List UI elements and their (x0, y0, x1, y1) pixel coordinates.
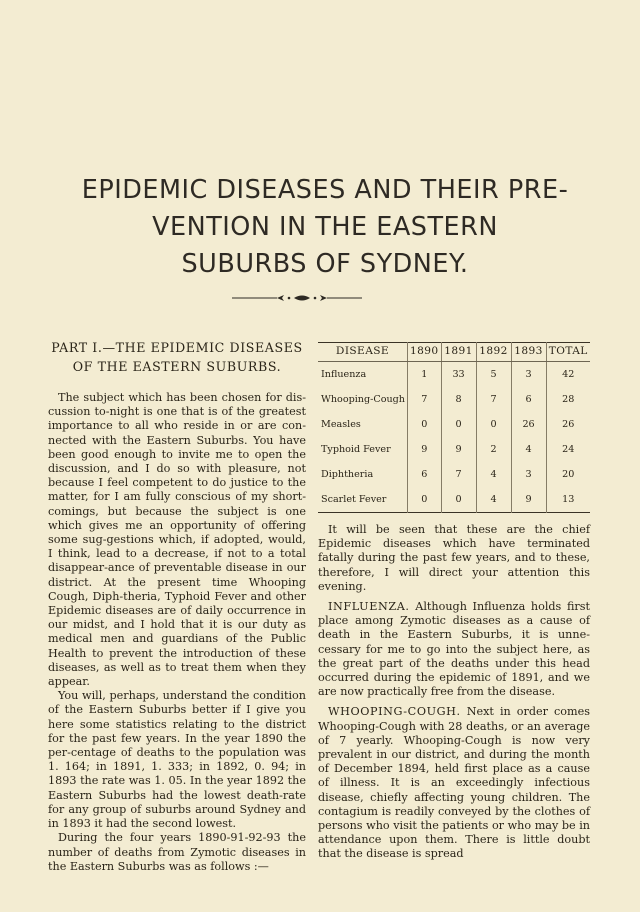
paragraph-statistics: You will, perhaps, understand the condition of the Eastern Suburbs better if I give you here some statistics relating to the district for the past few years. In the year 1890 the per-centage of deaths to the population was 1. 164; in 1891, 1. 333; in 1892, 0. 94; in 1893 the rate was 1. 05. In the year 1892 the Eastern Suburbs had the lowest death-rate for any group of suburbs around Sydney and in 1893 it had the second lowest. (48, 689, 306, 831)
count-cell: 7 (407, 387, 441, 412)
left-column (48, 338, 306, 874)
paragraph-influenza (318, 600, 590, 699)
paragraph-zymotic-intro: During the four years 1890-91-92-93 the number of deaths from Zymotic diseases in the Eastern Suburbs was as follows :— (48, 831, 306, 873)
count-cell: 33 (441, 362, 476, 388)
table-row (318, 387, 590, 412)
count-cell: 3 (511, 462, 546, 487)
paragraph-summary (318, 523, 590, 594)
header-1890: 1890 (407, 343, 441, 362)
count-cell: 7 (441, 462, 476, 487)
table-row (318, 462, 590, 487)
header-1892: 1892 (476, 343, 511, 362)
title-line-2: VENTION IN THE EASTERN (152, 212, 498, 242)
total-cell: 28 (546, 387, 590, 412)
paragraph-whooping-cough (318, 705, 590, 861)
count-cell: 26 (511, 412, 546, 437)
deaths-table (318, 342, 590, 513)
disease-name: Typhoid Fever (321, 444, 391, 455)
table-header-row (318, 343, 590, 362)
total-cell: 13 (546, 487, 590, 513)
total-cell: 26 (546, 412, 590, 437)
total-cell: 24 (546, 437, 590, 462)
header-1893: 1893 (511, 343, 546, 362)
part-heading (48, 338, 306, 376)
right-column (318, 342, 590, 862)
title-line-3: SUBURBS OF SYDNEY. (181, 249, 469, 279)
header-total: TOTAL (546, 343, 590, 362)
count-cell: 6 (407, 462, 441, 487)
count-cell: 8 (441, 387, 476, 412)
disease-name: Scarlet Fever (321, 494, 387, 505)
count-cell: 0 (407, 412, 441, 437)
count-cell: 9 (511, 487, 546, 513)
disease-name: Whooping-Cough (321, 394, 405, 405)
count-cell: 1 (407, 362, 441, 388)
table-row (318, 362, 590, 388)
ornament-divider-icon (232, 292, 362, 304)
paragraph-text: Next in order comes Whooping-Cough with 28 deaths, or an average of 7 yearly. Whooping-Cough is now very prevalent in our district, and during the month of December 1894, held first place as a cause of illness. It is an exceedingly infectious disease, chiefly affecting young children. The contagium is readily conveyed by the clothes of persons who visit the patients or who may be in attendance upon them. There is little doubt that the disease is spread (318, 705, 590, 861)
count-cell: 4 (476, 487, 511, 513)
table-row (318, 437, 590, 462)
disease-name: Influenza (321, 369, 367, 380)
count-cell: 0 (476, 412, 511, 437)
count-cell: 3 (511, 362, 546, 388)
part-heading-line-1: PART I.—THE EPIDEMIC DISEASES (51, 340, 303, 355)
count-cell: 4 (511, 437, 546, 462)
section-lead-influenza: INFLUENZA. (328, 600, 410, 614)
header-1891: 1891 (441, 343, 476, 362)
disease-name: Measles (321, 419, 361, 430)
part-heading-line-2: OF THE EASTERN SUBURBS. (72, 359, 282, 374)
paragraph-text: It will be seen that these are the chief Epidemic diseases which have terminated fatally during the past few years, and to these, therefore, I will direct your attention this evening. (318, 523, 590, 593)
count-cell: 5 (476, 362, 511, 388)
count-cell: 2 (476, 437, 511, 462)
table-row (318, 487, 590, 513)
count-cell: 9 (407, 437, 441, 462)
table-row (318, 412, 590, 437)
count-cell: 9 (441, 437, 476, 462)
article-title (40, 172, 610, 283)
count-cell: 7 (476, 387, 511, 412)
paragraph-introduction: The subject which has been chosen for dis-cussion to-night is one that is of the greatest importance to all who reside in or are con-nected with the Eastern Suburbs. You have been good enough to invite me to open the discussion, and I do so with pleasure, not because I feel competent to do justice to the matter, for I am fully conscious of my short-comings, but because the subject is one which gives me an opportunity of offering some sug-gestions which, if adopted, would, I think, lead to a decrease, if not to a total disappear-ance of preventable disease in our district. At the present time Whooping Cough, Diph-theria, Typhoid Fever and other Epidemic diseases are of daily occurrence in our midst, and I hold that it is our duty as medical men and guardians of the Public Health to prevent the introduction of these diseases, as well as to treat them when they appear. (48, 391, 306, 689)
count-cell: 0 (441, 487, 476, 513)
count-cell: 6 (511, 387, 546, 412)
total-cell: 20 (546, 462, 590, 487)
count-cell: 0 (407, 487, 441, 513)
title-line-1: EPIDEMIC DISEASES AND THEIR PRE- (81, 175, 569, 205)
disease-name: Diphtheria (321, 469, 374, 480)
paragraph-text: Although Influenza holds first place among Zymotic diseases as a cause of death in the Eastern Suburbs, it is unne-cessary for me to go into the subject here, as the great part of the deaths under this head occurred during the epidemic of 1891, and we are now practically free from the disease. (318, 600, 590, 699)
header-disease: DISEASE (318, 343, 407, 362)
count-cell: 0 (441, 412, 476, 437)
total-cell: 42 (546, 362, 590, 388)
section-lead-whooping-cough: WHOOPING-COUGH. (328, 705, 461, 719)
count-cell: 4 (476, 462, 511, 487)
